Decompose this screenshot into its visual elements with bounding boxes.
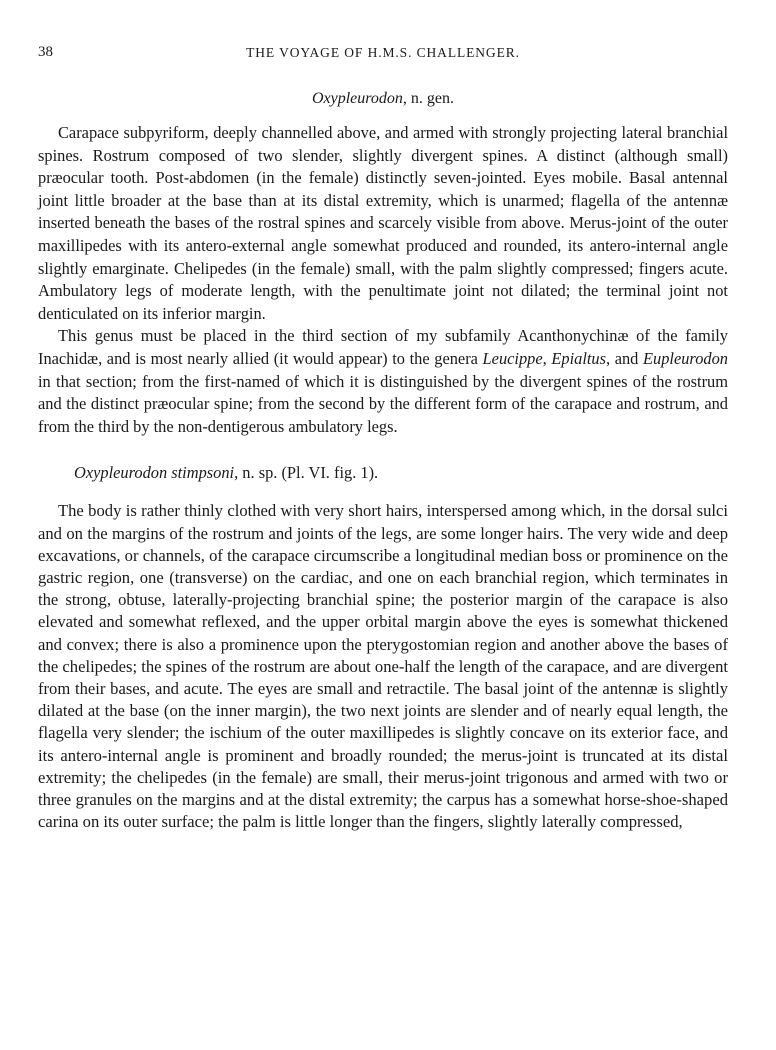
page — [38, 44, 728, 833]
affinity-text-end: in that section; from the first-named of which it is distinguished by the divergent spines of the rostrum and the distinct præocular spine; from the second by the different form of the carapace and rostrum, and from the third by the non-dentigerous ambulatory legs. — [38, 371, 728, 436]
running-title: THE VOYAGE OF H.M.S. CHALLENGER. — [246, 45, 520, 60]
genus-heading — [38, 90, 728, 108]
genus-affinity-paragraph — [38, 325, 728, 438]
species-heading-suffix: , n. sp. (Pl. VI. fig. 1). — [234, 463, 379, 483]
genus-eupleurodon: Eupleurodon — [643, 348, 728, 368]
page-number: 38 — [38, 44, 53, 60]
affinity-text-start: This genus must be placed in the third section of my subfamily Acanthonychinæ of the family Inachidæ, and is most nearly allied (it would appear) to the genera — [38, 326, 728, 368]
genus-leucippe: Leucippe — [482, 348, 543, 368]
genus-epialtus: Epialtus — [551, 348, 606, 368]
affinity-separator-2: , and — [606, 348, 643, 368]
genus-heading-suffix: , n. gen. — [402, 90, 455, 107]
genus-description-paragraph: Carapace subpyriform, deeply channelled above, and armed with strongly projecting lateral branchial spines. Rostrum composed of two slender, slightly divergent spines. A distinct (although small) præocular tooth. Post-abdomen (in the female) distinctly seven-jointed. Eyes mobile. Basal antennal joint little broader at the base than at its distal extremity, which is unarmed; flagella of the antennæ inserted beneath the bases of the rostral spines and scarcely visible from above. Merus-joint of the outer maxillipedes with its antero-external angle somewhat produced and rounded, its antero-internal angle slightly emarginate. Chelipedes (in the female) small, with the palm slightly compressed; fingers acute. Ambulatory legs of moderate length, with the penultimate joint not dilated; the terminal joint not denticulated on its inferior margin. — [38, 123, 728, 323]
genus-name: Oxypleurodon — [311, 90, 403, 107]
species-name: Oxypleurodon stimpsoni — [74, 463, 235, 483]
page-header — [38, 44, 728, 70]
species-description-paragraph: The body is rather thinly clothed with very short hairs, interspersed among which, in the dorsal sulci and on the margins of the rostrum and joints of the legs, are some longer hairs. The very wide and deep excavations, or channels, of the carapace circumscribe a longitudinal median boss or prominence on the gastric region, one (transverse) on the cardiac, and one on each branchial region, which terminates in the strong, obtuse, laterally-projecting branchial spine; the posterior margin of the carapace is also elevated and somewhat reflexed, and the upper orbital margin above the eyes is somewhat thickened and convex; there is also a prominence upon the pterygostomian region and another above the bases of the chelipedes; the spines of the rostrum are about one-half the length of the carapace, and are divergent from their bases, and acute. The eyes are small and retractile. The basal joint of the antennæ is slightly dilated at the base (on the inner margin), the two next joints are slender and of nearly equal length, the flagella very slender; the ischium of the outer maxillipedes is slightly concave on its exterior face, and its antero-internal angle is prominent and broadly rounded; the merus-joint is truncated at its distal extremity; the chelipedes (in the female) are small, their merus-joint trigonous and armed with two or three granules on the margins and at the distal extremity; the carpus has a somewhat horse-shoe-shaped carina on its outer surface; the palm is little longer than the fingers, slightly laterally compressed, — [38, 501, 728, 832]
affinity-separator-1: , — [542, 348, 552, 368]
species-heading — [38, 462, 728, 484]
